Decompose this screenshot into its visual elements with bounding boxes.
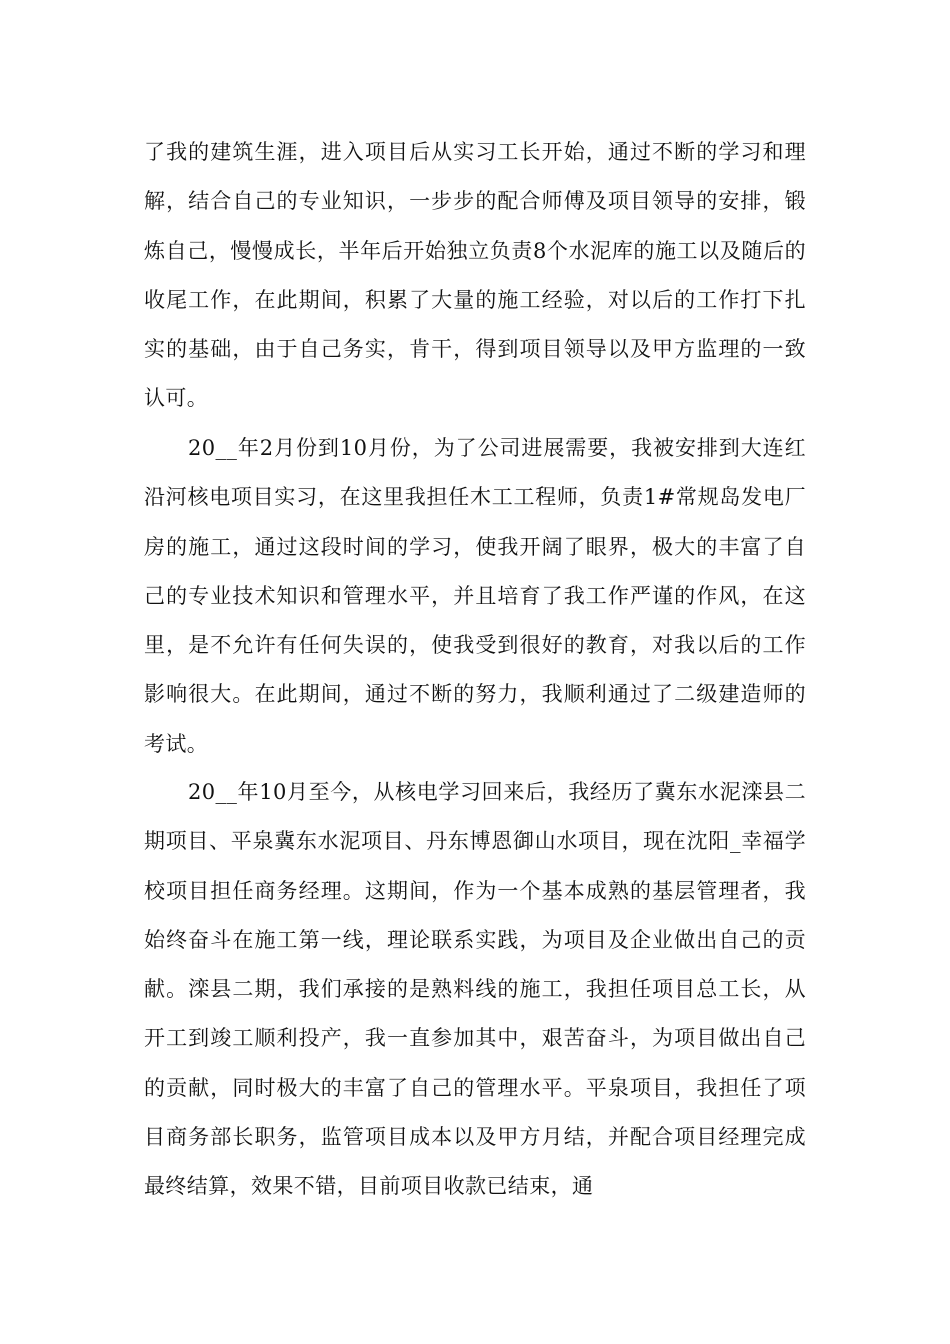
paragraph-honghe-nuclear: 20__年2月份到10月份，为了公司进展需要，我被安排到大连红沿河核电项目实习，在这里我担任木工工程师，负责1#常规岛发电厂房的施工，通过这段时间的学习，使我开阔了眼界，极大的丰富了自己的专业技术知识和管理水平，并且培育了我工作严谨的作风，在这里，是不允许有任何失误的，使我受到很好的教育，对我以后的工作影响很大。在此期间，通过不断的努力，我顺利通过了二级建造师的考试。 bbox=[144, 436, 806, 756]
paragraph-continuation: 了我的建筑生涯，进入项目后从实习工长开始，通过不断的学习和理解，结合自己的专业知识，一步步的配合师傅及项目领导的安排，锻炼自己，慢慢成长，半年后开始独立负责8个水泥库的施工以及随后的收尾工作，在此期间，积累了大量的施工经验，对以后的工作打下扎实的基础，由于自己务实，肯干，得到项目领导以及甲方监理的一致认可。 bbox=[144, 140, 806, 411]
paragraph-projects-since: 20__年10月至今，从核电学习回来后，我经历了冀东水泥滦县二期项目、平泉冀东水泥项目、丹东博恩御山水项目，现在沈阳_幸福学校项目担任商务经理。这期间，作为一个基本成熟的基层管理者，我始终奋斗在施工第一线，理论联系实践，为项目及企业做出自己的贡献。滦县二期，我们承接的是熟料线的施工，我担任项目总工长，从开工到竣工顺利投产，我一直参加其中，艰苦奋斗，为项目做出自己的贡献，同时极大的丰富了自己的管理水平。平泉项目，我担任了项目商务部长职务，监管项目成本以及甲方月结，并配合项目经理完成最终结算，效果不错，目前项目收款已结束，通 bbox=[144, 780, 806, 1199]
